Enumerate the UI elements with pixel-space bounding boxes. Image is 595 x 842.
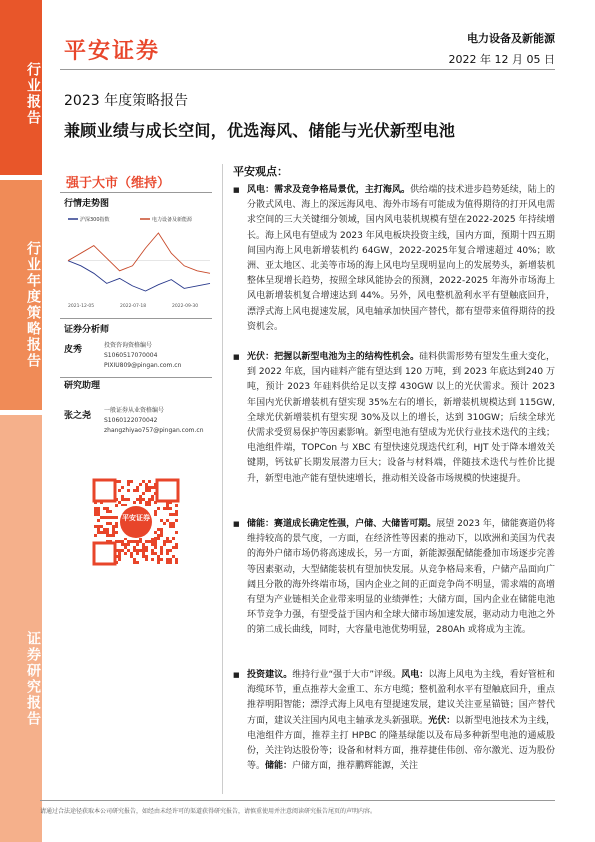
- qr-module: [130, 552, 133, 555]
- qr-module: [145, 486, 148, 489]
- qr-module: [175, 546, 178, 549]
- bullet-icon: ■: [233, 671, 240, 679]
- qr-module: [109, 534, 112, 537]
- industry-label: 电力设备及新能源: [467, 32, 555, 45]
- qr-module: [148, 489, 151, 492]
- qr-module: [175, 558, 178, 561]
- qr-module: [166, 504, 169, 507]
- report-date: 2022 年 12 月 05 日: [448, 53, 555, 66]
- qr-module: [166, 561, 169, 564]
- qr-module: [130, 555, 133, 558]
- report-type: 2023 年度策略报告: [64, 93, 189, 109]
- qr-module: [127, 549, 130, 552]
- assistant-info: [104, 406, 204, 436]
- qr-module: [109, 522, 112, 525]
- qr-module: [169, 507, 172, 510]
- qr-module: [121, 498, 124, 501]
- qr-module: [157, 507, 160, 510]
- assistant-email[interactable]: zhangzhiyao757@pingan.com.cn: [104, 427, 204, 434]
- qr-module: [151, 486, 154, 489]
- qr-module: [142, 498, 145, 501]
- x-tick-label: 2022-07-18: [120, 304, 147, 309]
- qr-module: [127, 483, 130, 486]
- qr-module: [121, 495, 124, 498]
- qr-module: [118, 555, 121, 558]
- bullet-icon: ■: [233, 520, 240, 528]
- qr-module: [145, 546, 148, 549]
- qr-module: [169, 561, 172, 564]
- qr-module: [160, 549, 163, 552]
- qr-module: [142, 492, 145, 495]
- qr-module: [154, 540, 157, 543]
- qr-module: [100, 525, 103, 528]
- qr-module: [103, 507, 106, 510]
- qr-module: [163, 522, 166, 525]
- qr-module: [157, 558, 160, 561]
- qr-module: [151, 558, 154, 561]
- qr-module: [142, 543, 145, 546]
- qr-module: [139, 498, 142, 501]
- qr-module: [115, 516, 118, 519]
- qr-module: [100, 531, 103, 534]
- qr-module: [136, 498, 139, 501]
- analyst-info: [104, 341, 181, 371]
- qr-module: [115, 504, 118, 507]
- qr-module: [175, 510, 178, 513]
- qr-module: [139, 549, 142, 552]
- qr-module: [115, 531, 118, 534]
- qr-module: [169, 522, 172, 525]
- qr-module: [148, 501, 151, 504]
- qr-module: [145, 540, 148, 543]
- qr-module: [127, 540, 130, 543]
- qr-module: [142, 480, 145, 483]
- qr-module: [160, 558, 163, 561]
- qr-module: [175, 519, 178, 522]
- qr-module: [94, 510, 97, 513]
- qr-module: [157, 534, 160, 537]
- qr-module: [175, 531, 178, 534]
- pv-body: 硅料供需形势有望发生重大变化，到 2022 年底，国内硅料产能有望达到 120 万吨，到 2023 年底达到240 万吨，预计 2023 年硅料供给足以支撑 430GW 以上的光伏需求。预计 2023 年国内光伏新增装机有望实现 35%左右的增长，新增装机规模达到 115GW,全球光伏新增装机有望实现 30%及以上的增长，达到 310GW；后续全球光伏需求受贸易保护等因素影响。新型电池有望成为光伏行业技术迭代的主线；电池组件端，TOPCon 与 XBC 有望快速兑现迭代红利，HJT 处于降本增效关键期，钙钛矿长期发展潜力巨大；设备与材料端，伴随技术迭代与性价比提升，新型电池产能有望快速增长，推动相关设备市场规模的快速提升。: [247, 352, 555, 484]
- qr-module: [145, 489, 148, 492]
- legend-label: 沪深300指数: [80, 217, 110, 223]
- divider: [60, 192, 212, 193]
- column-divider: [222, 164, 223, 794]
- qr-code[interactable]: [70, 478, 202, 568]
- wind-paragraph: [235, 183, 555, 335]
- qr-module: [106, 528, 109, 531]
- qr-module: [142, 546, 145, 549]
- sidebar-report-type: 行业报告: [0, 0, 42, 175]
- assistant-name: 张之尧: [64, 411, 92, 421]
- qr-module: [133, 540, 136, 543]
- qr-module: [148, 498, 151, 501]
- qr-module: [97, 507, 100, 510]
- qr-module: [94, 525, 97, 528]
- qr-module: [133, 546, 136, 549]
- qr-module: [136, 540, 139, 543]
- qr-module: [130, 480, 133, 483]
- qr-module: [160, 546, 163, 549]
- qr-module: [115, 525, 118, 528]
- analyst-name: 皮秀: [64, 345, 83, 355]
- qr-module: [106, 531, 109, 534]
- qr-module: [136, 489, 139, 492]
- qr-module: [97, 513, 100, 516]
- qr-module: [166, 552, 169, 555]
- storage-lead: 储能：赛道成长确定性强，户储、大储皆可期。: [247, 519, 437, 529]
- qr-module: [148, 540, 151, 543]
- qr-module: [106, 507, 109, 510]
- qr-module: [169, 549, 172, 552]
- qr-finder: [94, 543, 115, 564]
- qr-module: [160, 534, 163, 537]
- qr-module: [169, 513, 172, 516]
- wind-body: 供给端的技术进步趋势延续，陆上的分散式风电、海上的深远海风电、海外市场有可能成为值得期待的打开风电需求空间的三大关键细分领域，国内风电装机规模有望在2022-2025 年持续增长。海上风电有望成为 2023 年风电板块投资主线，国内方面，预期十四五期间国内海上风电新增装机约 64GW，2022-2025年复合增速超过 40%；欧洲、亚太地区、北美等市场的海上风电均呈现明显向上的发展势头，新增装机整体呈现增长趋势，按照全球风能协会的预测，2022-2025 年海外市场海上风电新增装机复合增速达到 44%。另外，风电整机盈利水平有望触底回升，漂浮式海上风电提速发展，风电轴承加快国产替代，都有望带来值得期待的投资机会。: [247, 185, 555, 332]
- qr-module: [124, 543, 127, 546]
- qr-module: [118, 552, 121, 555]
- analyst-cert: 投资咨询资格编号: [104, 342, 153, 349]
- qr-module: [130, 540, 133, 543]
- qr-module: [154, 531, 157, 534]
- qr-module: [124, 552, 127, 555]
- qr-module: [133, 501, 136, 504]
- qr-module: [112, 525, 115, 528]
- qr-module: [142, 549, 145, 552]
- report-title: 兼顾业绩与成长空间，优选海风、储能与光伏新型电池: [64, 121, 456, 140]
- qr-module: [109, 510, 112, 513]
- qr-module: [97, 525, 100, 528]
- qr-module: [163, 543, 166, 546]
- qr-module: [175, 543, 178, 546]
- qr-module: [133, 549, 136, 552]
- qr-module: [118, 501, 121, 504]
- qr-module: [154, 552, 157, 555]
- qr-module: [121, 543, 124, 546]
- invest-paragraph: ■ 投资建议。维持行业“强于大市”评级。风电：以海上风电为主线，看好管桩和海缆环节，重点推荐大金重工、东方电缆；整机盈利水平有望触底回升，重点推荐明阳智能；漂浮式海上风电有望提速发展，建议关注亚星锚链；国产替代方面，建议关注国内风电主轴承龙头新强联。光伏：以新型电池技术为主线，电池组件方面，推荐主打 HPBC 的隆基绿能以及布局多种新型电池的通威股份，关注钧达股份等；设备和材料方面，推荐捷佳伟创、帝尔激光、迈为股份等。储能：户储方面，推荐鹏辉能源，关注: [233, 670, 555, 772]
- sidebar: [0, 0, 42, 842]
- pv-lead: 光伏：把握以新型电池为主的结构性机会。: [247, 352, 420, 362]
- qr-module: [124, 546, 127, 549]
- qr-logo-text: 平安证券: [122, 514, 150, 522]
- qr-module: [100, 516, 103, 519]
- qr-module: [97, 531, 100, 534]
- qr-module: [157, 537, 160, 540]
- rating-badge: 强于大市（维持）: [66, 176, 171, 191]
- qr-module: [166, 537, 169, 540]
- qr-module: [103, 516, 106, 519]
- qr-module: [139, 495, 142, 498]
- assistant-section-title: 研究助理: [64, 381, 101, 391]
- analyst-email[interactable]: PIXIU809@pingan.com.cn: [104, 362, 182, 369]
- qr-module: [145, 501, 148, 504]
- market-trend-chart: [64, 212, 214, 312]
- qr-module: [139, 540, 142, 543]
- qr-module: [148, 480, 151, 483]
- qr-module: [121, 549, 124, 552]
- qr-module: [172, 555, 175, 558]
- qr-module: [172, 525, 175, 528]
- legend-label: 电力设备及新能源: [152, 217, 193, 223]
- divider: [60, 318, 212, 319]
- qr-module: [145, 558, 148, 561]
- qr-module: [172, 522, 175, 525]
- x-tick-label: 2021-12-05: [68, 304, 95, 309]
- qr-module: [154, 510, 157, 513]
- qr-module: [118, 558, 121, 561]
- qr-module: [151, 543, 154, 546]
- qr-module: [166, 507, 169, 510]
- qr-module: [166, 519, 169, 522]
- qr-module: [154, 546, 157, 549]
- invest-lead: 投资建议。: [247, 670, 293, 680]
- qr-module: [172, 537, 175, 540]
- qr-module: [127, 489, 130, 492]
- company-logo: 平安证券: [64, 39, 161, 64]
- qr-module: [175, 504, 178, 507]
- qr-module: [139, 483, 142, 486]
- qr-module: [109, 516, 112, 519]
- qr-module: [97, 528, 100, 531]
- qr-module: [103, 531, 106, 534]
- views-title: 平安观点：: [233, 165, 288, 178]
- qr-module: [112, 516, 115, 519]
- qr-module: [121, 486, 124, 489]
- qr-module: [175, 561, 178, 564]
- qr-module: [106, 522, 109, 525]
- qr-module: [151, 540, 154, 543]
- wind-lead: 风电：需求及竞争格局景优，主打海风。: [247, 185, 411, 195]
- bullet-icon: ■: [233, 353, 240, 361]
- qr-module: [118, 540, 121, 543]
- qr-module: [145, 483, 148, 486]
- qr-module: [103, 528, 106, 531]
- qr-module: [145, 555, 148, 558]
- assistant-cert: 一般证券从业资格编号: [104, 407, 165, 414]
- qr-module: [151, 552, 154, 555]
- qr-module: [172, 513, 175, 516]
- qr-module: [154, 537, 157, 540]
- qr-module: [133, 489, 136, 492]
- qr-finder: [157, 480, 178, 501]
- header-divider: [60, 69, 555, 70]
- chart-section-title: 行情走势图: [64, 199, 110, 209]
- analyst-code: S1060517070004: [104, 352, 158, 359]
- x-tick-label: 2022-09-30: [172, 304, 199, 309]
- footer-divider: [40, 800, 555, 801]
- qr-module: [160, 528, 163, 531]
- qr-module: [106, 534, 109, 537]
- qr-module: [127, 498, 130, 501]
- qr-module: [136, 486, 139, 489]
- storage-paragraph: [235, 517, 555, 639]
- qr-module: [169, 540, 172, 543]
- qr-module: [166, 540, 169, 543]
- sidebar-research-label: 证券研究报告: [0, 415, 42, 842]
- qr-module: [160, 531, 163, 534]
- qr-module: [94, 507, 97, 510]
- series-line: [68, 233, 210, 273]
- qr-module: [160, 552, 163, 555]
- qr-module: [169, 558, 172, 561]
- qr-module: [154, 513, 157, 516]
- qr-module: [166, 558, 169, 561]
- qr-module: [133, 561, 136, 564]
- qr-module: [172, 546, 175, 549]
- footer-disclaimer: 请通过合法途径获取本公司研究报告，如经由未经许可的渠道获得研究报告，请慎重使用并注意阅读研究报告尾页的声明内容。: [40, 808, 377, 815]
- qr-module: [136, 549, 139, 552]
- qr-module: [151, 498, 154, 501]
- qr-module: [163, 540, 166, 543]
- series-line: [68, 261, 210, 291]
- sidebar-report-category: 行业年度策略报告: [0, 180, 42, 410]
- qr-module: [94, 534, 97, 537]
- qr-module: [163, 507, 166, 510]
- qr-module: [106, 516, 109, 519]
- qr-module: [157, 528, 160, 531]
- qr-module: [148, 486, 151, 489]
- qr-module: [118, 549, 121, 552]
- qr-module: [151, 549, 154, 552]
- qr-module: [175, 513, 178, 516]
- qr-module: [145, 549, 148, 552]
- qr-module: [136, 561, 139, 564]
- qr-module: [112, 534, 115, 537]
- qr-module: [106, 510, 109, 513]
- bullet-icon: ■: [233, 186, 240, 194]
- qr-module: [97, 510, 100, 513]
- qr-finder: [94, 480, 115, 501]
- qr-module: [133, 558, 136, 561]
- qr-module: [160, 519, 163, 522]
- qr-module: [151, 495, 154, 498]
- qr-module: [142, 552, 145, 555]
- qr-module: [136, 552, 139, 555]
- storage-body: 展望 2023 年，储能赛道仍将维持较高的景气度，一方面，在经济性等因素的推动下，以欧洲和美国为代表的海外户储市场仍将高速成长，另一方面，新能源强配储能叠加市场逐步完善等因素驱动，大型储能装机有望加快发展。从竞争格局来看，户储产品面向广阔且分散的海外终端市场，国内企业之间的正面竞争尚不明显，需求端的高增有望为产业链相关企业带来明显的业绩弹性；大储方面，国内企业在储能电池环节竞争力强，有望受益于国内和全球大储市场加速发展，驱动动力电池之外的第二成长曲线，同时，大容量电池优势明显，280Ah 或将成为主流。: [247, 519, 555, 636]
- qr-module: [118, 489, 121, 492]
- qr-module: [112, 531, 115, 534]
- qr-module: [136, 543, 139, 546]
- qr-module: [139, 501, 142, 504]
- qr-module: [166, 549, 169, 552]
- qr-module: [97, 519, 100, 522]
- qr-module: [118, 480, 121, 483]
- qr-module: [154, 543, 157, 546]
- analyst-section-title: 证券分析师: [64, 325, 110, 335]
- qr-module: [124, 498, 127, 501]
- qr-module: [115, 522, 118, 525]
- qr-module: [112, 528, 115, 531]
- assistant-code: S1060122070042: [104, 417, 158, 424]
- qr-module: [157, 555, 160, 558]
- qr-module: [169, 525, 172, 528]
- pv-paragraph: [235, 350, 555, 487]
- qr-module: [127, 480, 130, 483]
- qr-module: [121, 540, 124, 543]
- qr-module: [94, 513, 97, 516]
- qr-module: [142, 555, 145, 558]
- qr-module: [157, 561, 160, 564]
- qr-module: [127, 543, 130, 546]
